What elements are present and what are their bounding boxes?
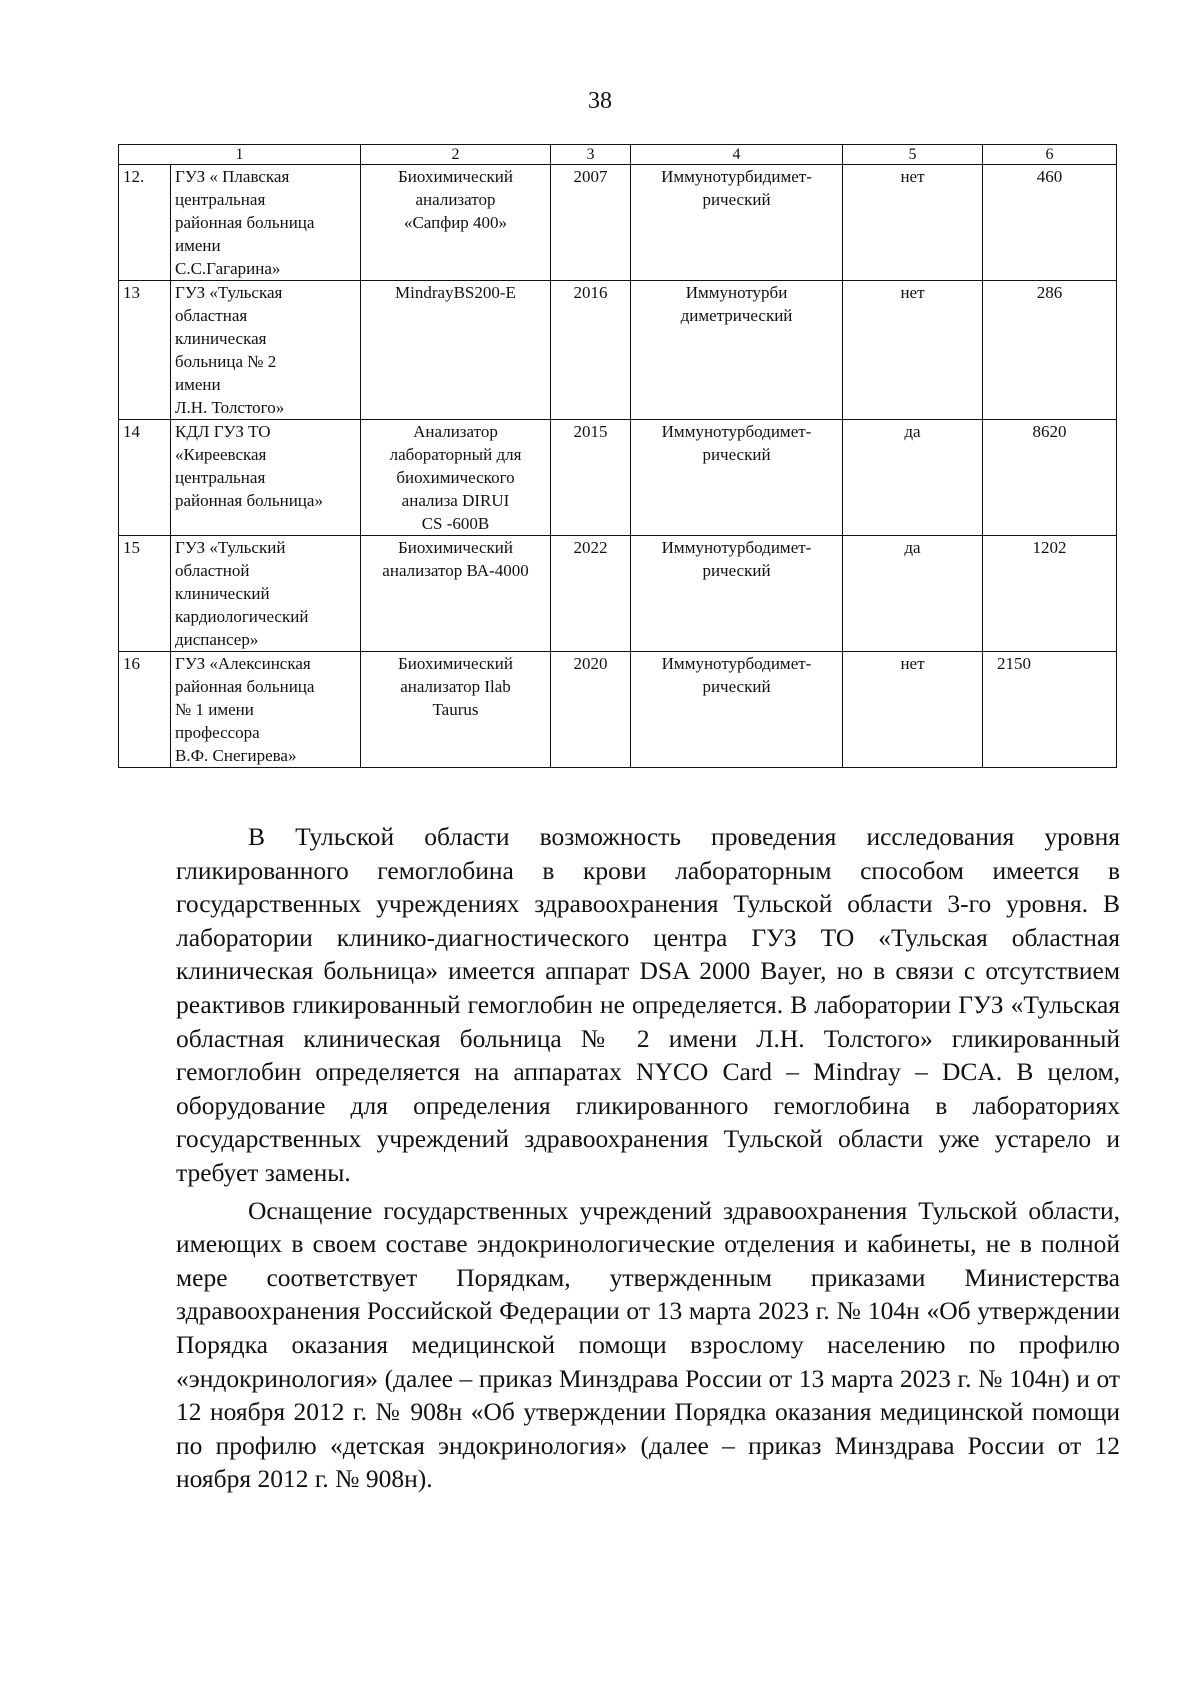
table-header-row (119, 145, 1117, 165)
availability-cell: да (843, 420, 983, 536)
institution-cell (171, 281, 361, 420)
table-row (119, 420, 1117, 536)
availability-cell: нет (843, 652, 983, 768)
device-cell-line: MindrayBS200-E (395, 283, 516, 302)
institution-cell-line: профессора (175, 723, 260, 742)
device-cell-line: Анализатор (413, 422, 498, 441)
institution-cell-line: клинический (175, 584, 270, 603)
method-cell (631, 281, 843, 420)
device-cell-line: анализатор ВА-4000 (382, 561, 529, 580)
institution-cell-line: С.С.Гагарина» (175, 259, 281, 278)
method-cell-line: Иммунотурбидимет- (661, 167, 812, 186)
availability-cell: нет (843, 281, 983, 420)
device-cell (361, 652, 551, 768)
year-cell: 2022 (551, 536, 631, 652)
column-header-5: 5 (843, 145, 983, 165)
year-cell: 2015 (551, 420, 631, 536)
institution-cell (171, 165, 361, 281)
method-cell (631, 165, 843, 281)
method-cell-line: Иммунотурбодимет- (661, 654, 812, 673)
table-row (119, 165, 1117, 281)
institution-cell-line: ГУЗ «Алексинская (175, 654, 311, 673)
device-cell-line: Биохимический (398, 167, 513, 186)
device-cell-line: «Сапфир 400» (403, 213, 508, 232)
column-header-6: 6 (983, 145, 1117, 165)
method-cell-line: Иммунотурби (685, 283, 788, 302)
device-cell-line: анализатор Ilab (400, 677, 511, 696)
count-cell: 2150 (983, 652, 1117, 768)
method-cell (631, 536, 843, 652)
institution-cell-line: областной (175, 561, 250, 580)
count-cell: 1202 (983, 536, 1117, 652)
institution-cell-line: В.Ф. Снегирева» (175, 746, 297, 765)
column-header-2: 2 (361, 145, 551, 165)
institution-cell (171, 420, 361, 536)
institution-cell-line: КДЛ ГУЗ ТО (175, 422, 271, 441)
institution-cell-line: имени (175, 236, 221, 255)
equipment-table (118, 144, 1117, 768)
paragraph-equipment-compliance: Оснащение государственных учреждений здравоохранения Тульской области, имеющих в своем составе эндокринологические отделения и кабинеты, не в полной мере соответствует Порядкам, утвержденным приказами Министерства здравоохранения Российской Федерации от 13 марта 2023 г. № 104н «Об утверждении Порядка оказания медицинской помощи взрослому населению по профилю «эндокринология» (далее – приказ Минздрава России от 13 марта 2023 г. № 104н) и от 12 ноября 2012 г. № 908н «Об утверждении Порядка оказания медицинской помощи по профилю «детская эндокринология» (далее – приказ Минздрава России от 12 ноября 2012 г. № 908н). (176, 1195, 1120, 1494)
device-cell (361, 281, 551, 420)
method-cell-line: рический (702, 190, 771, 209)
table-row (119, 536, 1117, 652)
device-cell-line: биохимического (396, 468, 515, 487)
device-cell (361, 165, 551, 281)
institution-cell-line: ГУЗ « Плавская (175, 167, 290, 186)
institution-cell-line: районная больница (175, 677, 315, 696)
row-number-cell: 14 (119, 420, 171, 536)
device-cell (361, 536, 551, 652)
count-cell: 460 (983, 165, 1117, 281)
device-cell-line: анализатор (415, 190, 496, 209)
institution-cell-line: имени (175, 375, 221, 394)
device-cell-line: Taurus (432, 700, 479, 719)
table-body (119, 165, 1117, 768)
year-cell: 2016 (551, 281, 631, 420)
count-cell: 8620 (983, 420, 1117, 536)
method-cell-line: рический (702, 561, 771, 580)
institution-cell-line: кардиологический (175, 607, 309, 626)
page-number: 38 (588, 88, 612, 114)
column-header-3: 3 (551, 145, 631, 165)
institution-cell-line: центральная (175, 190, 266, 209)
device-cell-line: Биохимический (398, 538, 513, 557)
availability-cell: да (843, 536, 983, 652)
method-cell-line: диметрический (680, 306, 793, 325)
count-cell: 286 (983, 281, 1117, 420)
table-row (119, 281, 1117, 420)
institution-cell-line: № 1 имени (175, 700, 254, 719)
device-cell-line: лабораторный для (389, 445, 522, 464)
institution-cell-line: центральная (175, 468, 266, 487)
institution-cell-line: ГУЗ «Тульская (175, 283, 283, 302)
device-cell-line: анализа DIRUI (401, 491, 510, 510)
device-cell-line: Биохимический (398, 654, 513, 673)
year-cell: 2020 (551, 652, 631, 768)
availability-cell: нет (843, 165, 983, 281)
method-cell-line: Иммунотурбодимет- (661, 422, 812, 441)
row-number-cell: 16 (119, 652, 171, 768)
column-header-1: 1 (119, 145, 361, 165)
institution-cell-line: больница № 2 (175, 352, 277, 371)
method-cell-line: рический (702, 445, 771, 464)
institution-cell-line: ГУЗ «Тульский (175, 538, 286, 557)
institution-cell (171, 652, 361, 768)
method-cell-line: Иммунотурбодимет- (661, 538, 812, 557)
method-cell (631, 652, 843, 768)
column-header-4: 4 (631, 145, 843, 165)
institution-cell (171, 536, 361, 652)
paragraph-glycated-hemoglobin: В Тульской области возможность проведения исследования уровня гликированного гемоглобина в крови лабораторным способом имеется в государственных учреждениях здравоохранения Тульской области 3-го уровня. В лаборатории клинико-диагностического центра ГУЗ ТО «Тульская областная клиническая больница» имеется аппарат DSA 2000 Bayer, но в связи с отсутствием реактивов гликированный гемоглобин не определяется. В лаборатории ГУЗ «Тульская областная клиническая больница № 2 имени Л.Н. Толстого» гликированный гемоглобин определяется на аппаратах NYCO Card – Mindray – DCA. В целом, оборудование для определения гликированного гемоглобина в лабораториях государственных учреждений здравоохранения Тульской области уже устарело и требует замены. (176, 822, 1120, 1187)
body-text (176, 820, 1120, 1496)
institution-cell-line: «Киреевская (175, 445, 267, 464)
institution-cell-line: Л.Н. Толстого» (175, 398, 285, 417)
row-number-cell: 12. (119, 165, 171, 281)
table-row (119, 652, 1117, 768)
institution-cell-line: районная больница» (175, 491, 323, 510)
year-cell: 2007 (551, 165, 631, 281)
device-cell (361, 420, 551, 536)
row-number-cell: 13 (119, 281, 171, 420)
method-cell-line: рический (702, 677, 771, 696)
method-cell (631, 420, 843, 536)
institution-cell-line: районная больница (175, 213, 315, 232)
institution-cell-line: областная (175, 306, 248, 325)
institution-cell-line: клиническая (175, 329, 267, 348)
row-number-cell: 15 (119, 536, 171, 652)
institution-cell-line: диспансер» (175, 630, 259, 649)
device-cell-line: CS -600B (421, 514, 490, 533)
